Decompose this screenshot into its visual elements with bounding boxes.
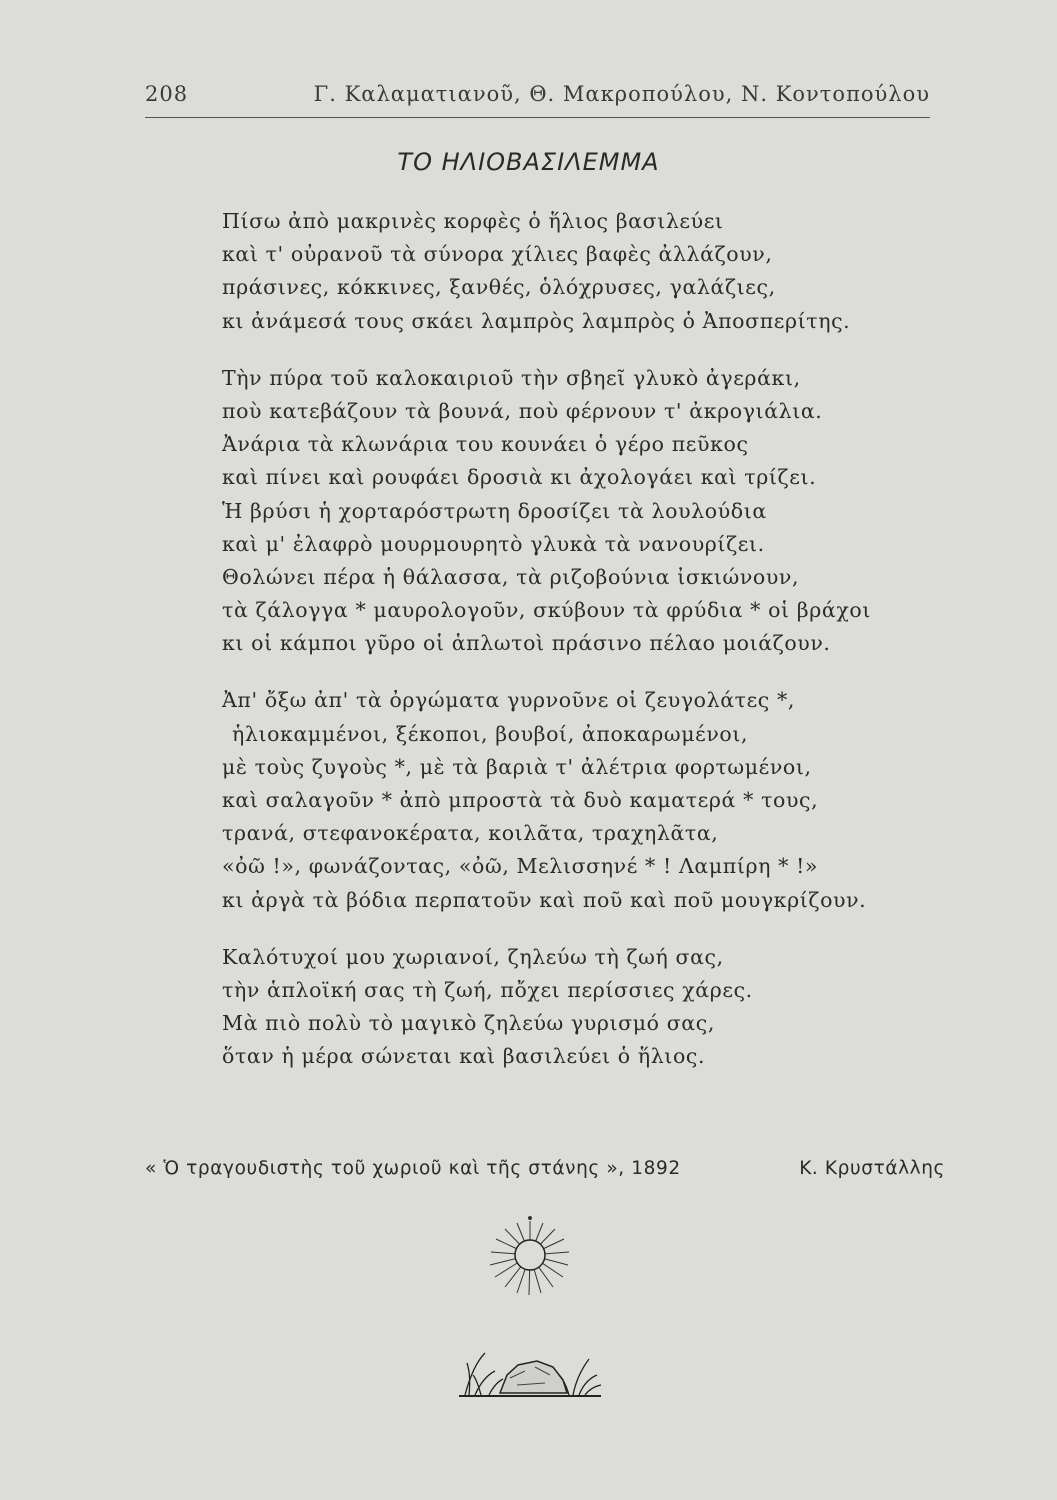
poem-line: καὶ σαλαγοῦν * ἀπὸ μπροστὰ τὰ δυὸ καματερά * τους,: [222, 788, 819, 812]
stanza-gap: [222, 338, 922, 362]
poem-line: μὲ τοὺς ζυγοὺς *, μὲ τὰ βαριὰ τ' ἀλέτρια φορτωμένοι,: [222, 754, 812, 779]
poem-line: Μὰ πιὸ πολὺ τὸ μαγικὸ ζηλεύω γυρισμό σας,: [222, 1011, 715, 1036]
poem-line: καὶ τ' οὐρανοῦ τὰ σύνορα χίλιες βαφὲς ἀλλάζουν,: [222, 242, 773, 267]
poem-line: κι ἀνάμεσά τους σκάει λαμπρὸς λαμπρὸς ὁ Ἀποσπερίτης.: [222, 308, 851, 333]
stanza-3: [222, 684, 922, 916]
stanza-1: [222, 205, 922, 338]
poem-title: ΤΟ ΗΛΙΟΒΑΣΙΛΕΜΜΑ: [397, 148, 660, 176]
poem-line: καὶ μ' ἐλαφρὸ μουρμουρητὸ γλυκὰ τὰ νανουρίζει.: [222, 531, 765, 556]
stanza-gap: [222, 660, 922, 684]
stanza-4: [222, 941, 922, 1074]
poem-line: κι ἀργὰ τὰ βόδια περπατοῦν καὶ ποῦ καὶ ποῦ μουγκρίζουν.: [222, 887, 867, 912]
poem-line: Πίσω ἀπὸ μακρινὲς κορφὲς ὁ ἥλιος βασιλεύει: [222, 209, 724, 233]
running-head: Γ. Καλαματιανοῦ, Θ. Μακροπούλου, Ν. Κοντοπούλου: [313, 82, 930, 106]
poem-line: τὰ ζάλογγα * μαυρολογοῦν, σκύβουν τὰ φρύδια * οἱ βράχοι: [222, 598, 871, 623]
stanza-gap: [222, 917, 922, 941]
source-title: « Ὁ τραγουδιστὴς τοῦ χωριοῦ καὶ τῆς στάνης », 1892: [145, 1158, 681, 1179]
poem-line: ἡλιοκαμμένοι, ξέκοποι, βουβοί, ἀποκαρωμένοι,: [232, 721, 749, 746]
header-rule: [145, 117, 930, 118]
poem-body: [222, 205, 922, 1074]
poem-line: τὴν ἁπλοϊκή σας τὴ ζωή, πὄχει περίσσιες χάρες.: [222, 977, 753, 1002]
page-number: 208: [145, 82, 189, 106]
poem-line: πράσινες, κόκκινες, ξανθές, ὁλόχρυσες, γαλάζιες,: [222, 275, 776, 300]
sun-over-rocks-icon: [455, 1215, 605, 1400]
poem-line: ποὺ κατεβάζουν τὰ βουνά, ποὺ φέρνουν τ' ἀκρογιάλια.: [222, 398, 823, 423]
poem-line: καὶ πίνει καὶ ρουφάει δροσιὰ κι ἀχολογάει καὶ τρίζει.: [222, 465, 817, 490]
poem-line: Ἀνάρια τὰ κλωνάρια του κουνάει ὁ γέρο πεῦκος: [222, 432, 749, 457]
poem-line: κι οἱ κάμποι γῦρο οἱ ἁπλωτοὶ πράσινο πέλαο μοιάζουν.: [222, 631, 831, 656]
poem-line: Τὴν πύρα τοῦ καλοκαιριοῦ τὴν σβηεῖ γλυκὸ ἀγεράκι,: [222, 365, 801, 390]
poem-line: Καλότυχοί μου χωριανοί, ζηλεύω τὴ ζωή σας,: [222, 944, 724, 969]
poem-line: «ὀῶ !», φωνάζοντας, «ὀῶ, Μελισσηνέ * ! Λαμπίρη * !»: [222, 854, 819, 879]
poem-line: Ἡ βρύσι ἡ χορταρόστρωτη δροσίζει τὰ λουλούδια: [222, 498, 767, 523]
poem-line: τρανά, στεφανοκέρατα, κοιλᾶτα, τραχηλᾶτα,: [222, 821, 719, 846]
poem-line: Ἀπ' ὄξω ἀπ' τὰ ὀργώματα γυρνοῦνε οἱ ζευγολάτες *,: [222, 688, 795, 713]
poem-line: ὅταν ἡ μέρα σώνεται καὶ βασιλεύει ὁ ἥλιος.: [222, 1044, 706, 1069]
stanza-2: [222, 362, 922, 661]
author-name: Κ. Κρυστάλλης: [799, 1158, 945, 1179]
poem-line: Θολώνει πέρα ἡ θάλασσα, τὰ ριζοβούνια ἰσκιώνουν,: [222, 564, 800, 589]
